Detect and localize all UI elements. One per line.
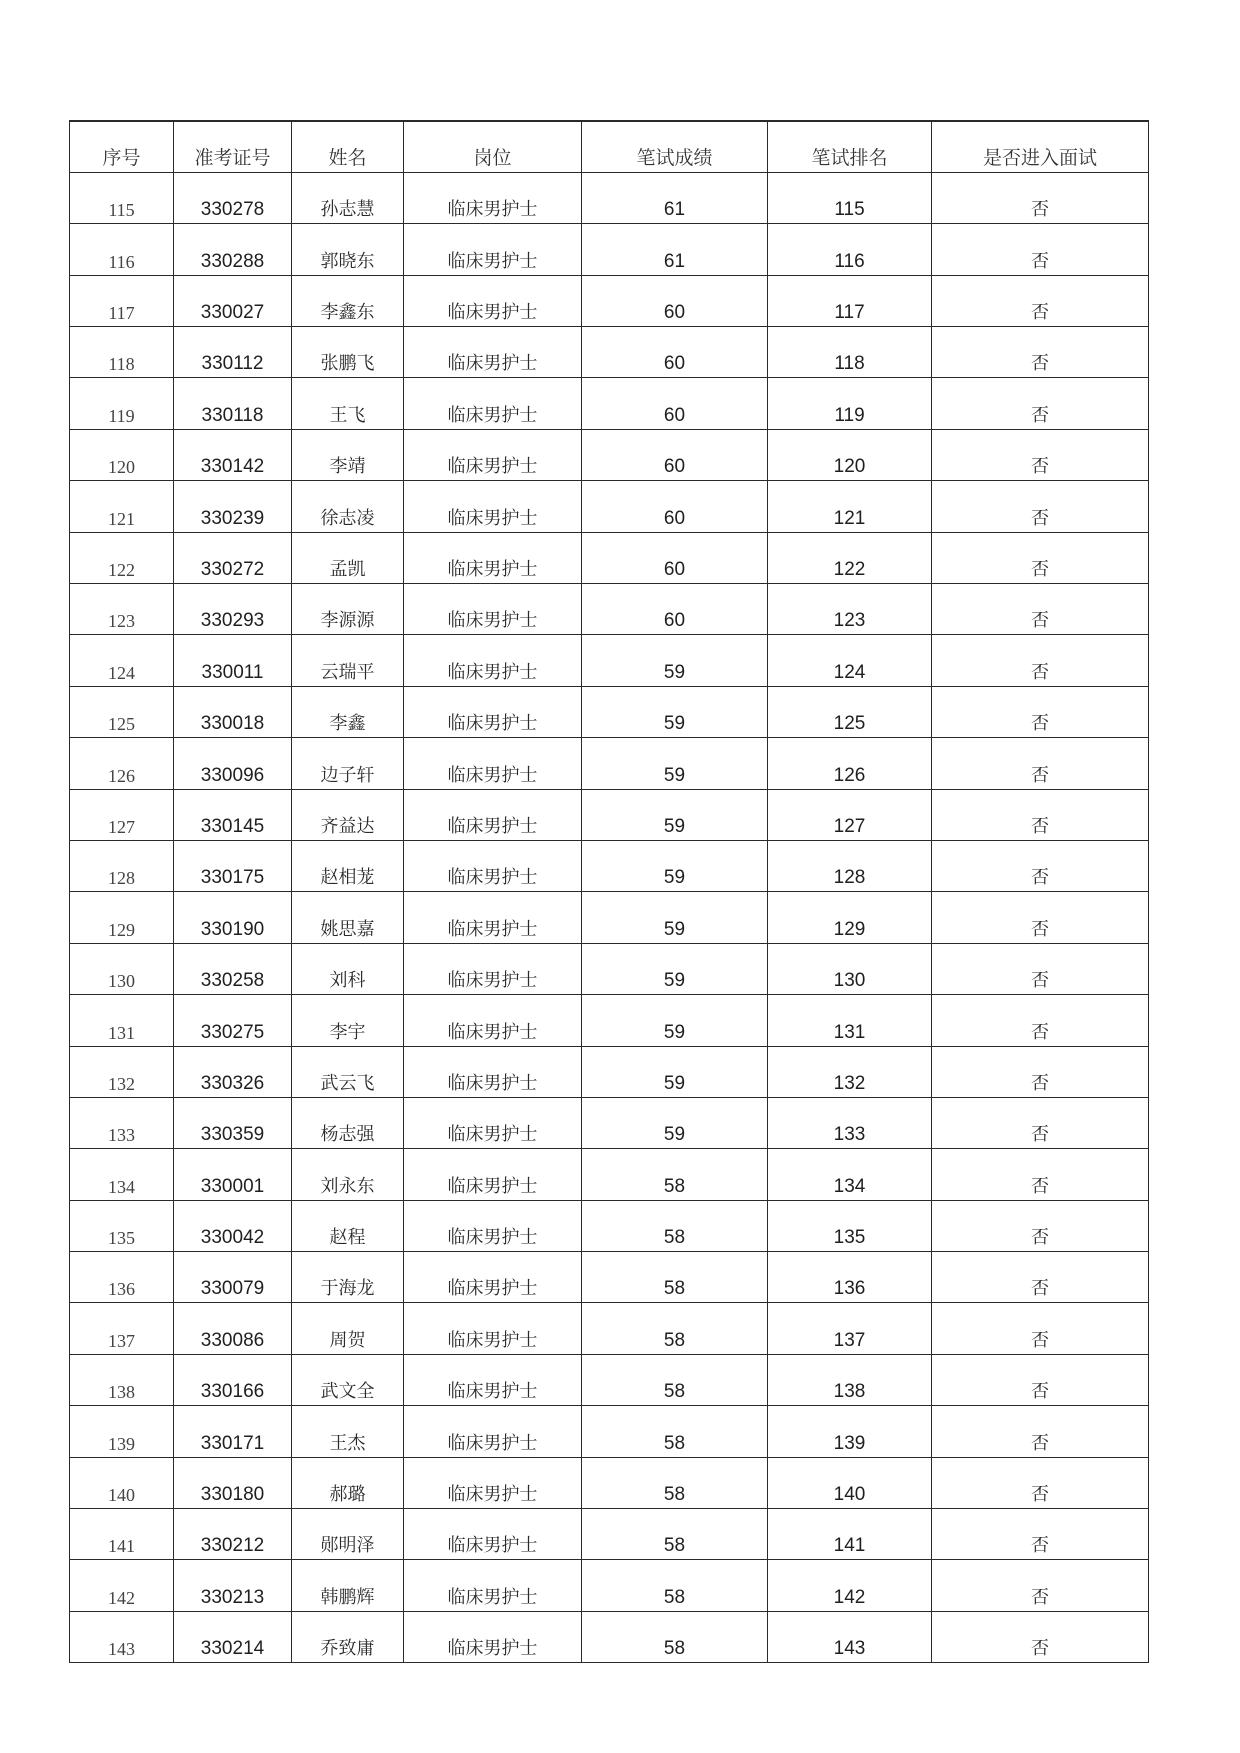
cell-rank: 136 — [768, 1252, 932, 1303]
cell-post: 临床男护士 — [404, 789, 582, 840]
cell-exam-id: 330027 — [174, 275, 292, 326]
cell-exam-id: 330118 — [174, 378, 292, 429]
cell-rank: 131 — [768, 995, 932, 1046]
cell-post: 临床男护士 — [404, 275, 582, 326]
cell-post: 临床男护士 — [404, 635, 582, 686]
cell-score: 60 — [582, 532, 768, 583]
cell-seq: 119 — [70, 378, 174, 429]
table-row — [70, 1560, 1149, 1611]
cell-score: 59 — [582, 686, 768, 737]
cell-interview: 否 — [932, 1509, 1149, 1560]
table-row — [70, 429, 1149, 480]
cell-post: 临床男护士 — [404, 1611, 582, 1662]
cell-score: 59 — [582, 1046, 768, 1097]
cell-score: 60 — [582, 378, 768, 429]
cell-exam-id: 330042 — [174, 1200, 292, 1251]
cell-rank: 115 — [768, 172, 932, 223]
table-row — [70, 481, 1149, 532]
cell-interview: 否 — [932, 224, 1149, 275]
cell-score: 61 — [582, 224, 768, 275]
table-row — [70, 1149, 1149, 1200]
cell-name: 刘永东 — [292, 1149, 404, 1200]
cell-rank: 143 — [768, 1611, 932, 1662]
cell-score: 61 — [582, 172, 768, 223]
cell-exam-id: 330212 — [174, 1509, 292, 1560]
cell-exam-id: 330288 — [174, 224, 292, 275]
cell-score: 60 — [582, 584, 768, 635]
cell-post: 临床男护士 — [404, 327, 582, 378]
cell-score: 58 — [582, 1354, 768, 1405]
header-row — [70, 121, 1149, 172]
cell-exam-id: 330326 — [174, 1046, 292, 1097]
cell-seq: 116 — [70, 224, 174, 275]
cell-interview: 否 — [932, 532, 1149, 583]
cell-interview: 否 — [932, 327, 1149, 378]
cell-name: 郭晓东 — [292, 224, 404, 275]
cell-post: 临床男护士 — [404, 1354, 582, 1405]
cell-exam-id: 330213 — [174, 1560, 292, 1611]
cell-post: 临床男护士 — [404, 224, 582, 275]
cell-exam-id: 330239 — [174, 481, 292, 532]
cell-score: 58 — [582, 1200, 768, 1251]
table-row — [70, 995, 1149, 1046]
cell-interview: 否 — [932, 892, 1149, 943]
cell-exam-id: 330096 — [174, 738, 292, 789]
cell-interview: 否 — [932, 686, 1149, 737]
cell-exam-id: 330166 — [174, 1354, 292, 1405]
cell-name: 赵程 — [292, 1200, 404, 1251]
cell-rank: 122 — [768, 532, 932, 583]
cell-rank: 138 — [768, 1354, 932, 1405]
cell-post: 临床男护士 — [404, 1200, 582, 1251]
cell-interview: 否 — [932, 943, 1149, 994]
cell-interview: 否 — [932, 1457, 1149, 1508]
cell-interview: 否 — [932, 789, 1149, 840]
cell-post: 临床男护士 — [404, 1560, 582, 1611]
cell-score: 58 — [582, 1560, 768, 1611]
cell-name: 韩鹏辉 — [292, 1560, 404, 1611]
table-row — [70, 584, 1149, 635]
cell-exam-id: 330112 — [174, 327, 292, 378]
cell-post: 临床男护士 — [404, 738, 582, 789]
cell-exam-id: 330272 — [174, 532, 292, 583]
table-row — [70, 327, 1149, 378]
cell-interview: 否 — [932, 1560, 1149, 1611]
cell-seq: 124 — [70, 635, 174, 686]
cell-score: 58 — [582, 1509, 768, 1560]
cell-rank: 126 — [768, 738, 932, 789]
header-seq: 序号 — [70, 121, 174, 172]
cell-post: 临床男护士 — [404, 1457, 582, 1508]
cell-post: 临床男护士 — [404, 378, 582, 429]
table-row — [70, 1611, 1149, 1662]
cell-rank: 123 — [768, 584, 932, 635]
cell-rank: 124 — [768, 635, 932, 686]
cell-seq: 140 — [70, 1457, 174, 1508]
cell-name: 于海龙 — [292, 1252, 404, 1303]
table-row — [70, 1097, 1149, 1148]
cell-exam-id: 330180 — [174, 1457, 292, 1508]
cell-post: 临床男护士 — [404, 429, 582, 480]
cell-rank: 116 — [768, 224, 932, 275]
table-row — [70, 738, 1149, 789]
cell-name: 孟凯 — [292, 532, 404, 583]
cell-score: 58 — [582, 1149, 768, 1200]
cell-interview: 否 — [932, 840, 1149, 891]
cell-post: 临床男护士 — [404, 481, 582, 532]
cell-name: 张鹏飞 — [292, 327, 404, 378]
cell-exam-id: 330258 — [174, 943, 292, 994]
results-table — [69, 120, 1149, 1663]
table-row — [70, 892, 1149, 943]
cell-score: 58 — [582, 1406, 768, 1457]
cell-exam-id: 330086 — [174, 1303, 292, 1354]
cell-score: 59 — [582, 738, 768, 789]
table-row — [70, 686, 1149, 737]
cell-rank: 135 — [768, 1200, 932, 1251]
cell-seq: 120 — [70, 429, 174, 480]
cell-rank: 142 — [768, 1560, 932, 1611]
cell-post: 临床男护士 — [404, 532, 582, 583]
cell-rank: 117 — [768, 275, 932, 326]
cell-seq: 117 — [70, 275, 174, 326]
table-header — [70, 121, 1149, 172]
cell-interview: 否 — [932, 481, 1149, 532]
cell-seq: 139 — [70, 1406, 174, 1457]
cell-rank: 119 — [768, 378, 932, 429]
cell-post: 临床男护士 — [404, 1046, 582, 1097]
cell-rank: 129 — [768, 892, 932, 943]
cell-rank: 134 — [768, 1149, 932, 1200]
cell-name: 刘科 — [292, 943, 404, 994]
cell-post: 临床男护士 — [404, 840, 582, 891]
cell-name: 武云飞 — [292, 1046, 404, 1097]
cell-name: 王飞 — [292, 378, 404, 429]
table-row — [70, 1303, 1149, 1354]
cell-score: 60 — [582, 275, 768, 326]
header-exam-id: 准考证号 — [174, 121, 292, 172]
table-row — [70, 1354, 1149, 1405]
cell-post: 临床男护士 — [404, 1252, 582, 1303]
cell-name: 李宇 — [292, 995, 404, 1046]
cell-rank: 121 — [768, 481, 932, 532]
header-score: 笔试成绩 — [582, 121, 768, 172]
table-row — [70, 1406, 1149, 1457]
cell-score: 58 — [582, 1457, 768, 1508]
cell-score: 60 — [582, 481, 768, 532]
cell-seq: 121 — [70, 481, 174, 532]
cell-interview: 否 — [932, 995, 1149, 1046]
cell-name: 郧明泽 — [292, 1509, 404, 1560]
cell-name: 郝璐 — [292, 1457, 404, 1508]
cell-exam-id: 330214 — [174, 1611, 292, 1662]
cell-rank: 139 — [768, 1406, 932, 1457]
cell-exam-id: 330142 — [174, 429, 292, 480]
table-row — [70, 378, 1149, 429]
cell-exam-id: 330145 — [174, 789, 292, 840]
cell-name: 边子轩 — [292, 738, 404, 789]
cell-exam-id: 330001 — [174, 1149, 292, 1200]
cell-seq: 135 — [70, 1200, 174, 1251]
cell-seq: 142 — [70, 1560, 174, 1611]
cell-name: 周贺 — [292, 1303, 404, 1354]
cell-name: 李源源 — [292, 584, 404, 635]
cell-seq: 118 — [70, 327, 174, 378]
cell-exam-id: 330359 — [174, 1097, 292, 1148]
cell-seq: 132 — [70, 1046, 174, 1097]
cell-rank: 125 — [768, 686, 932, 737]
cell-seq: 129 — [70, 892, 174, 943]
cell-seq: 131 — [70, 995, 174, 1046]
cell-name: 李鑫东 — [292, 275, 404, 326]
cell-exam-id: 330171 — [174, 1406, 292, 1457]
cell-post: 临床男护士 — [404, 584, 582, 635]
cell-name: 徐志凌 — [292, 481, 404, 532]
table-row — [70, 532, 1149, 583]
cell-post: 临床男护士 — [404, 995, 582, 1046]
cell-seq: 123 — [70, 584, 174, 635]
cell-score: 59 — [582, 892, 768, 943]
cell-interview: 否 — [932, 172, 1149, 223]
cell-score: 59 — [582, 635, 768, 686]
cell-name: 姚思嘉 — [292, 892, 404, 943]
cell-seq: 130 — [70, 943, 174, 994]
cell-rank: 118 — [768, 327, 932, 378]
cell-name: 李鑫 — [292, 686, 404, 737]
cell-seq: 128 — [70, 840, 174, 891]
cell-post: 临床男护士 — [404, 943, 582, 994]
cell-score: 60 — [582, 429, 768, 480]
cell-exam-id: 330011 — [174, 635, 292, 686]
cell-seq: 115 — [70, 172, 174, 223]
table-row — [70, 172, 1149, 223]
cell-score: 58 — [582, 1252, 768, 1303]
cell-post: 临床男护士 — [404, 1509, 582, 1560]
cell-seq: 143 — [70, 1611, 174, 1662]
cell-interview: 否 — [932, 584, 1149, 635]
cell-interview: 否 — [932, 1097, 1149, 1148]
header-interview: 是否进入面试 — [932, 121, 1149, 172]
cell-exam-id: 330175 — [174, 840, 292, 891]
cell-rank: 128 — [768, 840, 932, 891]
table-row — [70, 789, 1149, 840]
cell-rank: 130 — [768, 943, 932, 994]
cell-interview: 否 — [932, 1200, 1149, 1251]
cell-rank: 127 — [768, 789, 932, 840]
cell-seq: 138 — [70, 1354, 174, 1405]
cell-seq: 127 — [70, 789, 174, 840]
cell-interview: 否 — [932, 1354, 1149, 1405]
cell-post: 临床男护士 — [404, 1097, 582, 1148]
cell-name: 赵相茏 — [292, 840, 404, 891]
table-row — [70, 1200, 1149, 1251]
cell-rank: 137 — [768, 1303, 932, 1354]
cell-post: 临床男护士 — [404, 686, 582, 737]
cell-post: 临床男护士 — [404, 1149, 582, 1200]
cell-seq: 137 — [70, 1303, 174, 1354]
cell-exam-id: 330278 — [174, 172, 292, 223]
cell-exam-id: 330293 — [174, 584, 292, 635]
header-post: 岗位 — [404, 121, 582, 172]
cell-name: 齐益达 — [292, 789, 404, 840]
cell-score: 59 — [582, 1097, 768, 1148]
table-row — [70, 1252, 1149, 1303]
cell-seq: 133 — [70, 1097, 174, 1148]
cell-name: 云瑞平 — [292, 635, 404, 686]
cell-name: 杨志强 — [292, 1097, 404, 1148]
cell-interview: 否 — [932, 1046, 1149, 1097]
cell-exam-id: 330079 — [174, 1252, 292, 1303]
cell-score: 60 — [582, 327, 768, 378]
cell-score: 59 — [582, 840, 768, 891]
results-sheet — [69, 120, 1148, 1663]
cell-post: 临床男护士 — [404, 892, 582, 943]
cell-score: 58 — [582, 1303, 768, 1354]
cell-name: 乔致庸 — [292, 1611, 404, 1662]
header-rank: 笔试排名 — [768, 121, 932, 172]
cell-post: 临床男护士 — [404, 172, 582, 223]
cell-rank: 140 — [768, 1457, 932, 1508]
cell-seq: 122 — [70, 532, 174, 583]
cell-name: 李靖 — [292, 429, 404, 480]
table-row — [70, 224, 1149, 275]
cell-exam-id: 330190 — [174, 892, 292, 943]
cell-seq: 141 — [70, 1509, 174, 1560]
cell-interview: 否 — [932, 1406, 1149, 1457]
cell-interview: 否 — [932, 635, 1149, 686]
table-body — [70, 172, 1149, 1662]
cell-interview: 否 — [932, 1149, 1149, 1200]
cell-seq: 126 — [70, 738, 174, 789]
cell-interview: 否 — [932, 1611, 1149, 1662]
table-row — [70, 840, 1149, 891]
cell-seq: 134 — [70, 1149, 174, 1200]
table-row — [70, 1457, 1149, 1508]
table-row — [70, 1046, 1149, 1097]
cell-interview: 否 — [932, 1303, 1149, 1354]
cell-interview: 否 — [932, 378, 1149, 429]
cell-exam-id: 330018 — [174, 686, 292, 737]
cell-name: 王杰 — [292, 1406, 404, 1457]
cell-score: 59 — [582, 943, 768, 994]
table-row — [70, 1509, 1149, 1560]
cell-interview: 否 — [932, 738, 1149, 789]
cell-exam-id: 330275 — [174, 995, 292, 1046]
cell-rank: 120 — [768, 429, 932, 480]
cell-rank: 132 — [768, 1046, 932, 1097]
cell-seq: 136 — [70, 1252, 174, 1303]
cell-post: 临床男护士 — [404, 1406, 582, 1457]
cell-post: 临床男护士 — [404, 1303, 582, 1354]
cell-interview: 否 — [932, 429, 1149, 480]
table-row — [70, 943, 1149, 994]
cell-score: 59 — [582, 789, 768, 840]
table-row — [70, 275, 1149, 326]
cell-name: 孙志慧 — [292, 172, 404, 223]
cell-rank: 141 — [768, 1509, 932, 1560]
cell-rank: 133 — [768, 1097, 932, 1148]
cell-score: 58 — [582, 1611, 768, 1662]
table-row — [70, 635, 1149, 686]
header-name: 姓名 — [292, 121, 404, 172]
cell-interview: 否 — [932, 1252, 1149, 1303]
cell-seq: 125 — [70, 686, 174, 737]
cell-interview: 否 — [932, 275, 1149, 326]
cell-score: 59 — [582, 995, 768, 1046]
cell-name: 武文全 — [292, 1354, 404, 1405]
